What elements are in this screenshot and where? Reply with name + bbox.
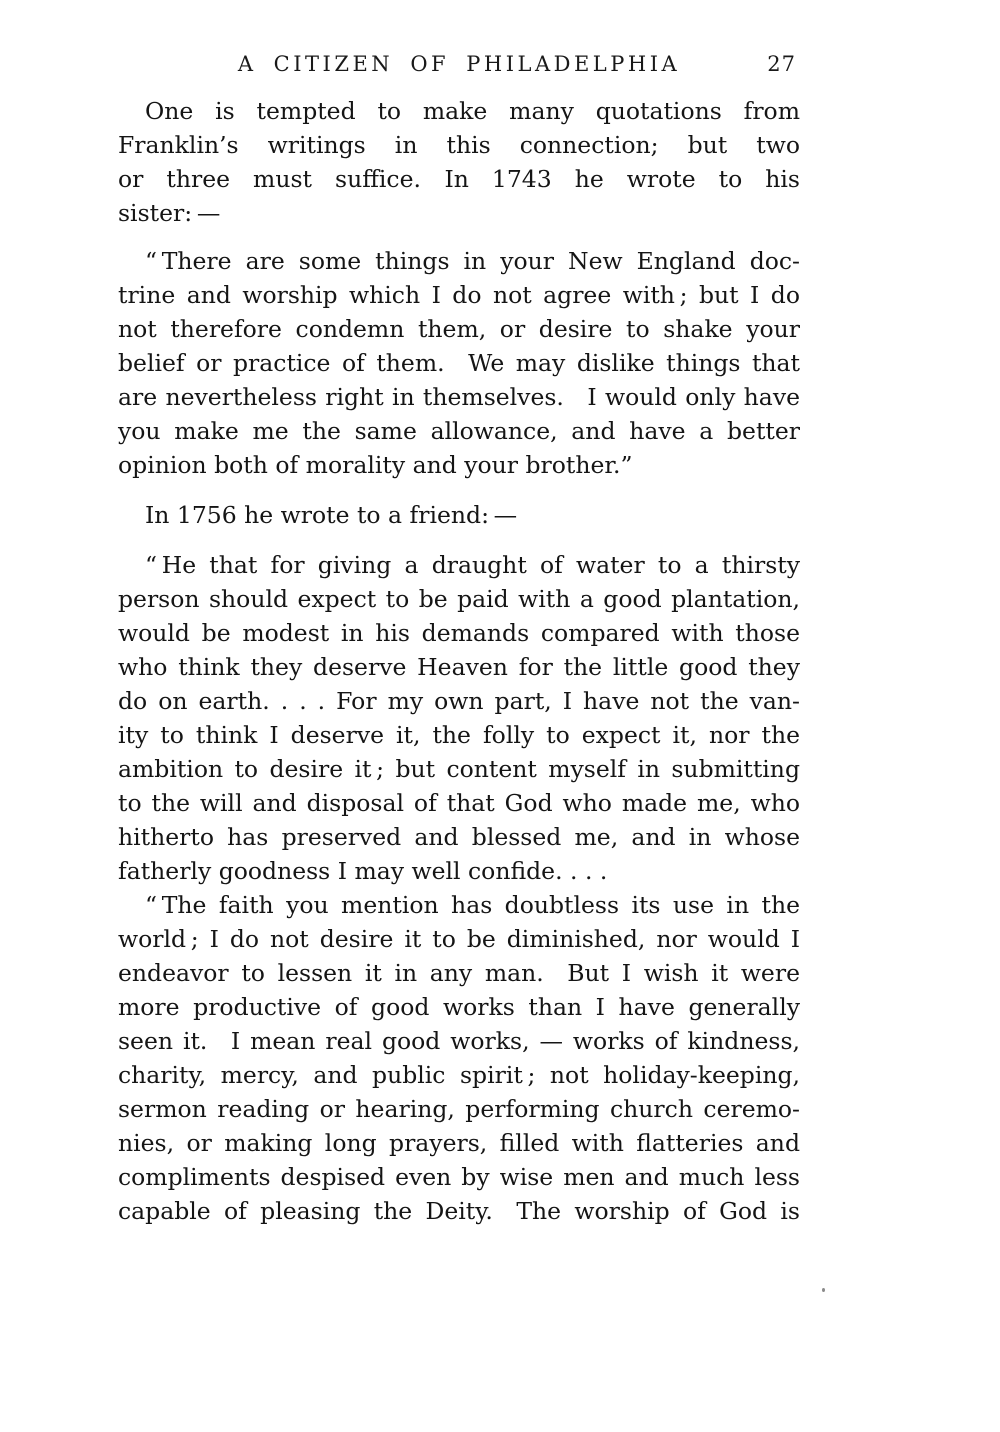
page-number: 27 — [767, 52, 796, 76]
text-line: compliments despised even by wise men and much less — [118, 1163, 800, 1191]
text-line: world ; I do not desire it to be diminished, nor would I — [118, 925, 800, 953]
text-line: capable of pleasing the Deity. The worship of God is — [118, 1197, 800, 1225]
text-line: ity to think I deserve it, the folly to expect it, nor the — [118, 721, 800, 749]
text-line: person should expect to be paid with a good plantation, — [118, 585, 800, 613]
text-line: fatherly goodness I may well confide. . . . — [118, 857, 608, 885]
text-line: to the will and disposal of that God who made me, who — [118, 789, 800, 817]
text-line: not therefore condemn them, or desire to shake your — [118, 315, 800, 343]
text-line: nies, or making long prayers, filled with flatteries and — [118, 1129, 800, 1157]
paragraph-quote-1743 — [118, 244, 800, 482]
text-line: who think they deserve Heaven for the little good they — [118, 653, 800, 681]
page-header — [118, 52, 800, 82]
text-line: seen it. I mean real good works, — works of kindness, — [118, 1027, 800, 1055]
paragraph-quote-1756-part2 — [118, 888, 800, 1228]
text-line: Franklin’s writings in this connection; but two — [118, 131, 800, 159]
text-line: opinion both of morality and your brother.” — [118, 451, 633, 479]
text-line: “ The faith you mention has doubtless its use in the — [145, 891, 800, 919]
paragraph-1756-lead — [118, 498, 800, 532]
scan-artifact-dot — [822, 1288, 825, 1292]
text-line: ambition to desire it ; but content myself in submitting — [118, 755, 800, 783]
text-line: “ He that for giving a draught of water to a thirsty — [145, 551, 800, 579]
text-line: are nevertheless right in themselves. I would only have — [118, 383, 800, 411]
text-line: sermon reading or hearing, performing church ceremo- — [118, 1095, 800, 1123]
paragraph-intro — [118, 94, 800, 230]
text-line: more productive of good works than I have generally — [118, 993, 800, 1021]
text-line: charity, mercy, and public spirit ; not holiday-keeping, — [118, 1061, 800, 1089]
text-line: hitherto has preserved and blessed me, and in whose — [118, 823, 800, 851]
page-body — [118, 94, 800, 1228]
text-line: or three must suffice. In 1743 he wrote to his — [118, 165, 800, 193]
text-line: would be modest in his demands compared with those — [118, 619, 800, 647]
text-line: trine and worship which I do not agree with ; but I do — [118, 281, 800, 309]
text-line: One is tempted to make many quotations from — [145, 97, 800, 125]
text-line: sister: — — [118, 199, 221, 227]
running-title: A CITIZEN OF PHILADELPHIA — [237, 52, 681, 76]
text-line: belief or practice of them. We may dislike things that — [118, 349, 800, 377]
text-line: “ There are some things in your New England doc- — [145, 247, 800, 275]
paragraph-quote-1756-part1 — [118, 548, 800, 888]
text-line: do on earth. . . . For my own part, I have not the van- — [118, 687, 800, 715]
text-line: you make me the same allowance, and have a better — [118, 417, 800, 445]
text-line: endeavor to lessen it in any man. But I wish it were — [118, 959, 800, 987]
text-line: In 1756 he wrote to a friend: — — [145, 501, 518, 529]
